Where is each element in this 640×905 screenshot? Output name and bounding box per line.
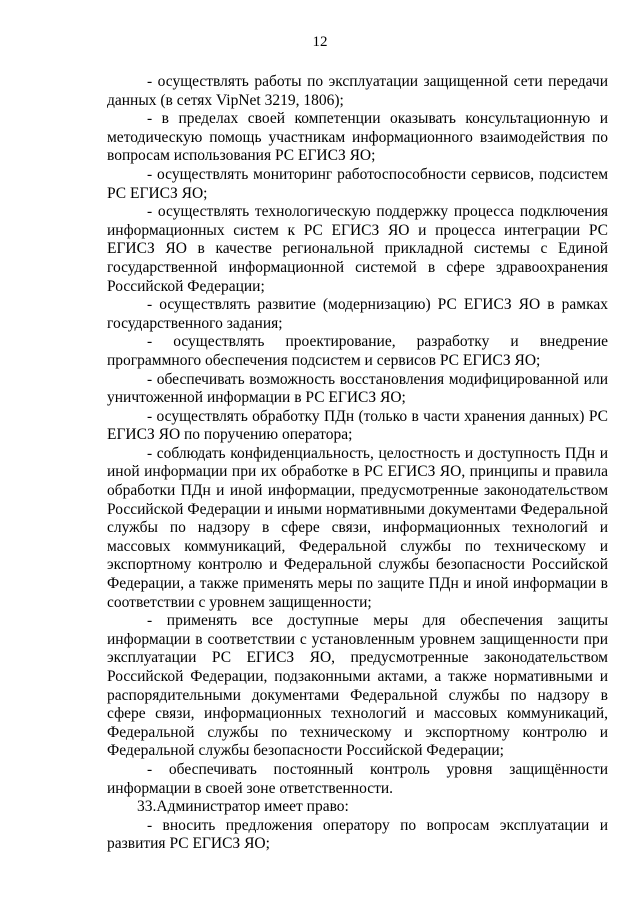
list-item: - вносить предложения оператору по вопросам эксплуатации и развития РС ЕГИСЗ ЯО; xyxy=(107,816,608,853)
list-item: - обеспечивать постоянный контроль уровня защищённости информации в своей зоне ответственности. xyxy=(107,760,608,797)
list-item: - соблюдать конфиденциальность, целостность и доступность ПДн и иной информации при их обработке в РС ЕГИСЗ ЯО, принципы и правила обработки ПДн и иной информации, предусмотренные законодательством Российской Федерации и иными нормативными документами Федеральной службы по надзору в сфере связи, информационных технологий и массовых коммуникаций, Федеральной службы по техническому и экспортному контролю и Федеральной службы безопасности Российской Федерации, а также применять меры по защите ПДн и иной информации в соответствии с уровнем защищенности; xyxy=(107,444,608,611)
list-item: - осуществлять развитие (модернизацию) РС ЕГИСЗ ЯО в рамках государственного задания; xyxy=(107,296,608,332)
list-item: - обеспечивать возможность восстановления модифицированной или уничтоженной информации в РС ЕГИСЗ ЯО; xyxy=(107,370,608,407)
list-item: - осуществлять мониторинг работоспособности сервисов, подсистем РС ЕГИСЗ ЯО; xyxy=(107,165,608,202)
list-item: - применять все доступные меры для обеспечения защиты информации в соответствии с установленным уровнем защищенности при эксплуатации РС ЕГИСЗ ЯО, предусмотренные законодательством Российской Федерации, подзаконными актами, а также нормативными и распорядительными документами Федеральной службы по надзору в сфере связи, информационных технологий и массовых коммуникаций, Федеральной службы по техническому и экспортному контролю и Федеральной службы безопасности Российской Федерации; xyxy=(107,612,608,760)
list-item: - в пределах своей компетенции оказывать консультационную и методическую помощь участникам информационного взаимодействия по вопросам использования РС ЕГИСЗ ЯО; xyxy=(107,110,608,165)
section-heading: 33.Администратор имеет право: xyxy=(137,798,349,816)
list-item: - осуществлять работы по эксплуатации защищенной сети передачи данных (в сетях VipNet 3219, 1806); xyxy=(107,73,608,109)
document-body xyxy=(107,73,608,854)
list-item: - осуществлять технологическую поддержку процесса подключения информационных систем к РС ЕГИСЗ ЯО и процесса интеграции РС ЕГИСЗ ЯО в качестве региональной прикладной системы с Единой государственной информационной системой в сфере здравоохранения Российской Федерации; xyxy=(107,203,608,295)
list-item: - осуществлять обработку ПДн (только в части хранения данных) РС ЕГИСЗ ЯО по поручению оператора; xyxy=(107,407,608,444)
page-number: 12 xyxy=(312,34,328,50)
list-item: - осуществлять проектирование, разработку и внедрение программного обеспечения подсистем и сервисов РС ЕГИСЗ ЯО; xyxy=(107,333,608,369)
